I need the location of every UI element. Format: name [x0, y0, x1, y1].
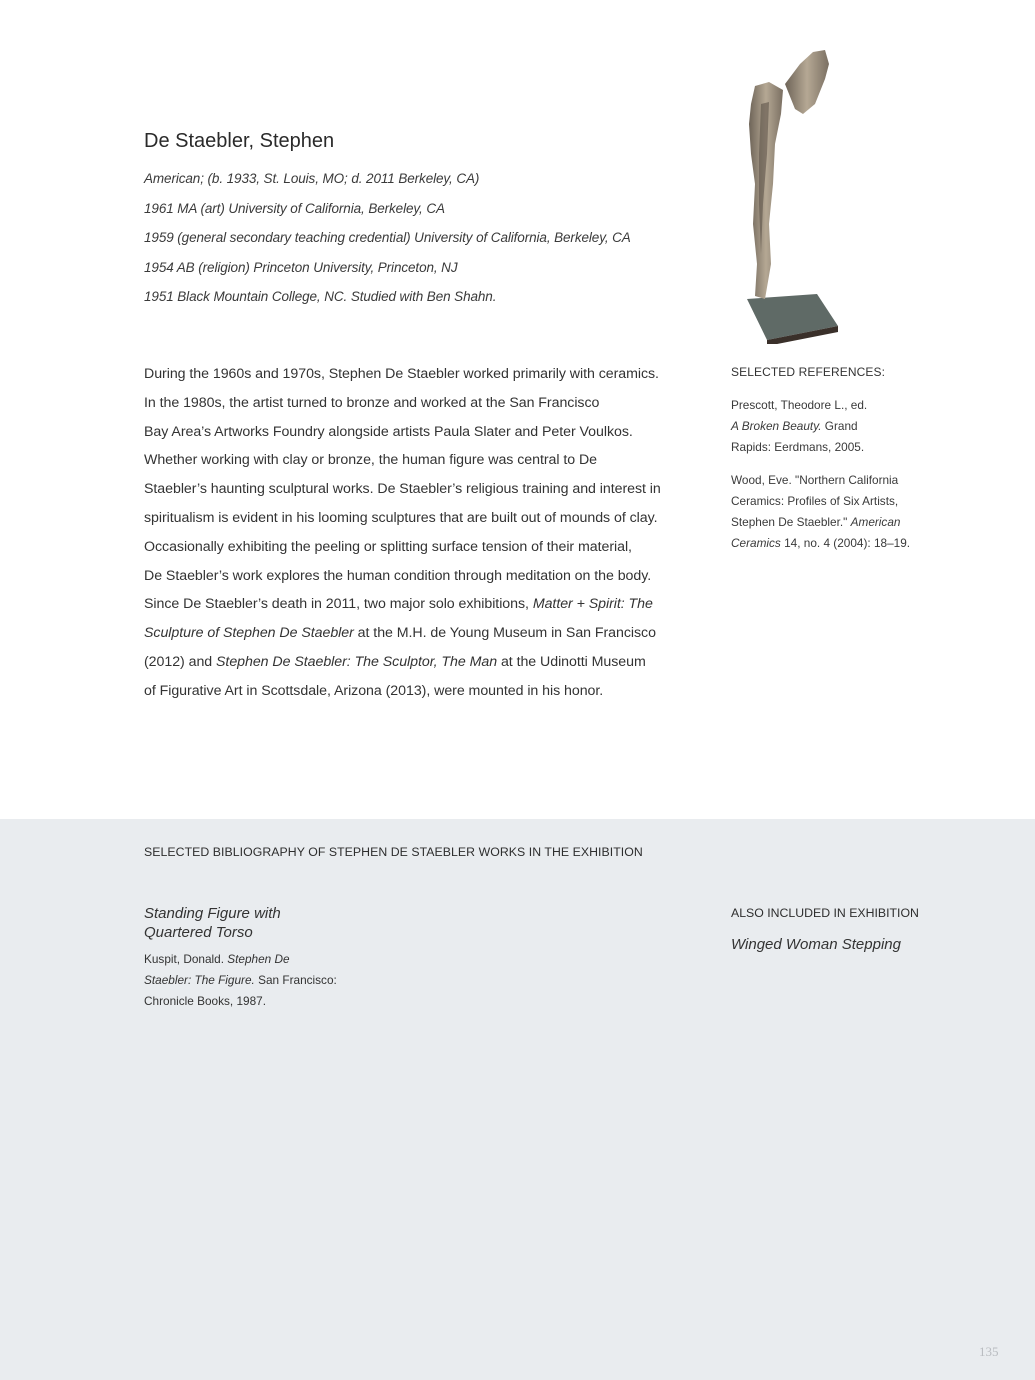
- bio-line: 1951 Black Mountain College, NC. Studied with Ben Shahn.: [144, 289, 497, 304]
- essay-line: Whether working with clay or bronze, the human figure was central to De: [144, 452, 598, 469]
- bio-line: American; (b. 1933, St. Louis, MO; d. 2011 Berkeley, CA): [144, 171, 480, 186]
- reference-entry: [731, 396, 921, 459]
- exhibition-title: Stephen De Staebler: The Sculptor, The Man: [216, 653, 498, 670]
- citation-line: [144, 950, 337, 971]
- essay-line: Staebler’s haunting sculptural works. De Staebler’s religious training and interest in: [144, 481, 661, 498]
- work-title-line: Quartered Torso: [144, 924, 253, 941]
- essay-line: De Staebler’s work explores the human condition through meditation on the body.: [144, 567, 652, 584]
- book-title: Stephen De: [227, 952, 290, 966]
- citation-text-run: Kuspit, Donald.: [144, 952, 228, 966]
- essay-line: [144, 592, 664, 621]
- artist-bio-list: [144, 168, 631, 316]
- journal-title: Ceramics: [731, 536, 781, 550]
- book-title: A Broken Beauty.: [731, 419, 822, 433]
- sculpture-wing: [785, 50, 829, 114]
- exhibition-title: Sculpture of Stephen De Staebler: [144, 625, 354, 642]
- bio-line: 1961 MA (art) University of California, Berkeley, CA: [144, 200, 445, 216]
- reference-entry: [731, 471, 921, 555]
- also-included-heading: ALSO INCLUDED IN EXHIBITION: [731, 906, 919, 920]
- essay-text-run: (2012) and: [144, 653, 217, 670]
- reference-line: [731, 534, 921, 555]
- journal-title: American: [850, 515, 901, 529]
- reference-line: Prescott, Theodore L., ed.: [731, 398, 868, 412]
- also-included-work: Winged Woman Stepping: [731, 936, 901, 953]
- work-title: [144, 904, 281, 942]
- essay-line: During the 1960s and 1970s, Stephen De Staebler worked primarily with ceramics.: [144, 366, 659, 382]
- bibliography-heading: SELECTED BIBLIOGRAPHY OF STEPHEN DE STAEBLER WORKS IN THE EXHIBITION: [144, 845, 643, 859]
- essay-text: [144, 362, 664, 708]
- essay-text-run: Since De Staebler’s death in 2011, two major solo exhibitions,: [144, 596, 533, 613]
- essay-line: [144, 621, 664, 650]
- citation-line: [144, 971, 337, 992]
- reference-line: Rapids: Eerdmans, 2005.: [731, 440, 865, 454]
- exhibition-title: Matter + Spirit: The: [532, 596, 653, 613]
- bio-line: 1954 AB (religion) Princeton University, Princeton, NJ: [144, 259, 458, 275]
- essay-line: of Figurative Art in Scottsdale, Arizona (2013), were mounted in his honor.: [144, 682, 604, 699]
- essay-line: spiritualism is evident in his looming sculptures that are built out of mounds of clay.: [144, 509, 658, 526]
- work-citation: [144, 950, 337, 1013]
- essay-line: In the 1980s, the artist turned to bronze and worked at the San Francisco: [144, 394, 600, 411]
- reference-line: [731, 513, 921, 534]
- essay-text-run: at the M.H. de Young Museum in San Francisco: [353, 625, 656, 642]
- citation-text-run: San Francisco:: [254, 973, 337, 987]
- reference-text-run: Grand: [821, 419, 858, 433]
- work-title-line: Standing Figure with: [144, 905, 281, 922]
- reference-text-run: 14, no. 4 (2004): 18–19.: [780, 536, 911, 550]
- sculpture-image: [725, 44, 855, 344]
- references-heading: SELECTED REFERENCES:: [731, 365, 886, 379]
- citation-line: Chronicle Books, 1987.: [144, 994, 266, 1008]
- book-title: Staebler: The Figure.: [144, 973, 255, 987]
- page-number: 135: [979, 1344, 999, 1359]
- reference-line: Ceramics: Profiles of Six Artists,: [731, 494, 899, 508]
- reference-text-run: Stephen De Staebler.": [731, 515, 851, 529]
- essay-line: Occasionally exhibiting the peeling or splitting surface tension of their material,: [144, 538, 632, 555]
- essay-line: [144, 650, 664, 679]
- essay-line: Bay Area’s Artworks Foundry alongside artists Paula Slater and Peter Voulkos.: [144, 423, 633, 440]
- essay-text-run: at the Udinotti Museum: [497, 653, 646, 670]
- bio-line: 1959 (general secondary teaching credential) University of California, Berkeley, CA: [144, 230, 631, 245]
- artist-name: De Staebler, Stephen: [144, 130, 335, 152]
- reference-line: Wood, Eve. "Northern California: [731, 473, 899, 487]
- reference-line: [731, 417, 921, 438]
